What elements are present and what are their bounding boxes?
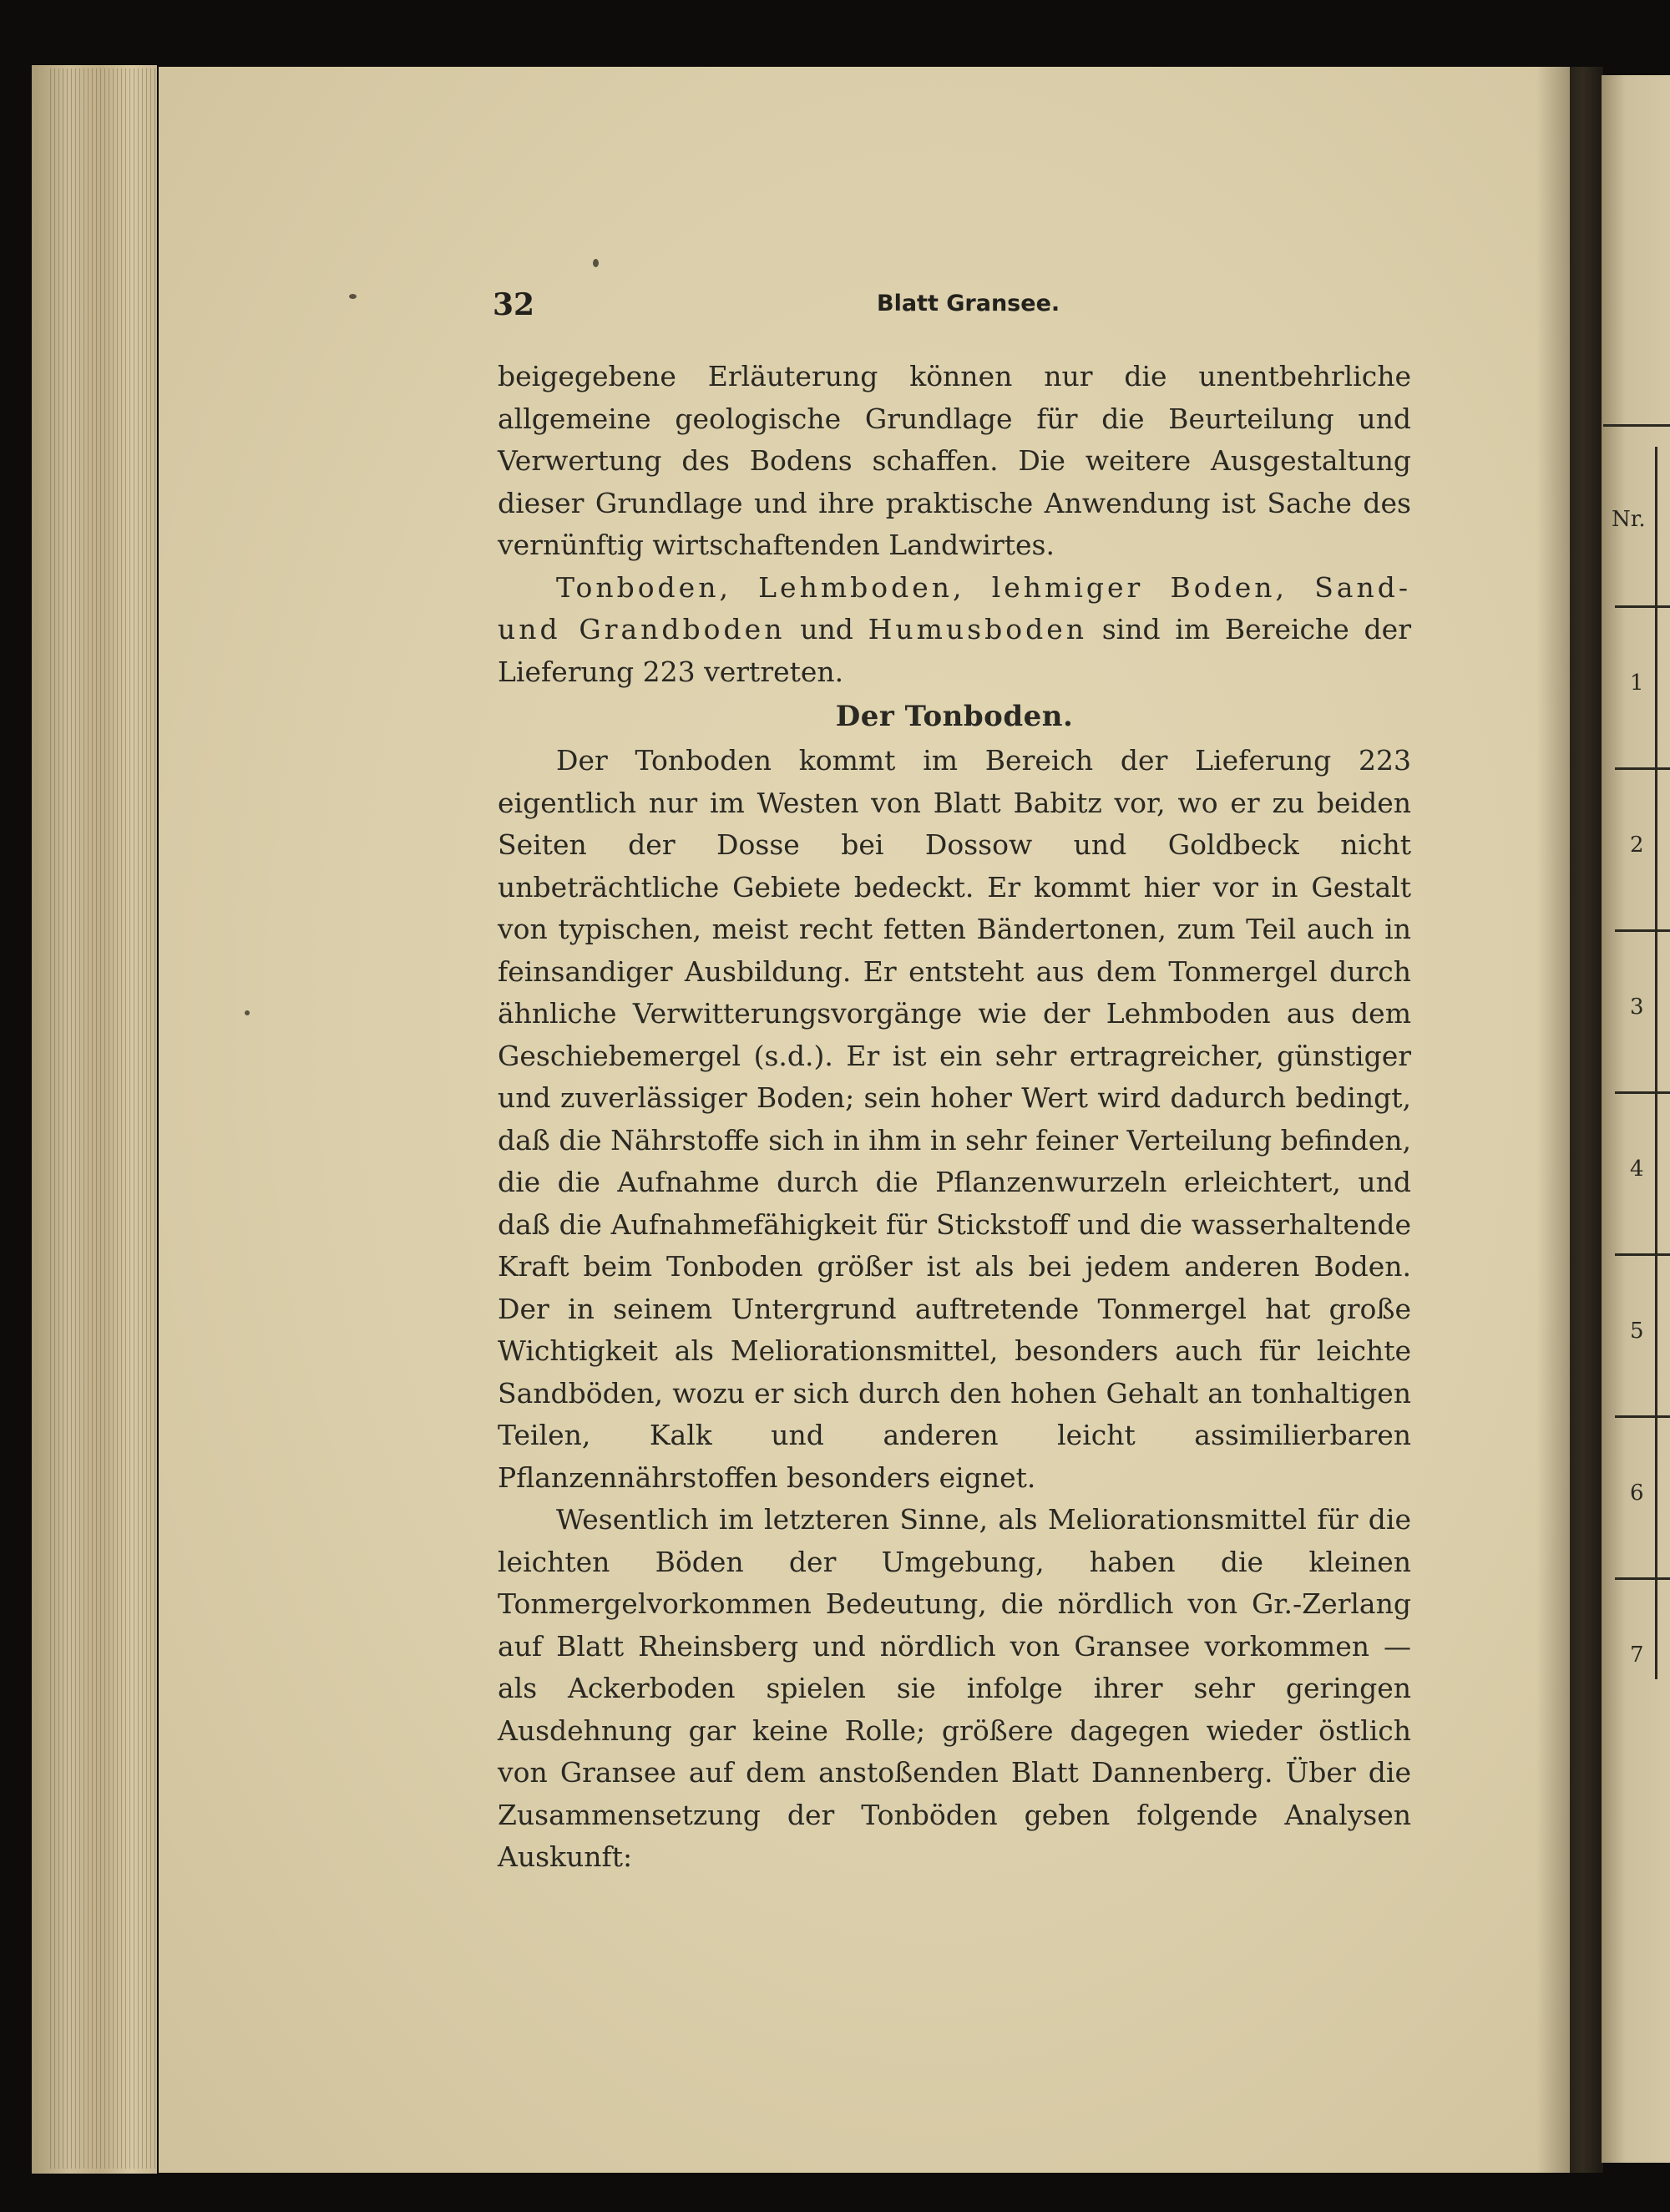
table-row-rule — [1615, 1577, 1670, 1580]
table-vertical-rule — [1655, 447, 1657, 1679]
table-row-rule — [1615, 1091, 1670, 1094]
table-row-number: 2 — [1630, 833, 1644, 858]
table-row-number: 7 — [1630, 1643, 1644, 1668]
table-row-rule — [1615, 1415, 1670, 1418]
paragraph: beigegebene Erläuterung können nur die unentbehrliche allgemeine geologische Grundlage für die Beurteilung und Verwertung des Bodens schaffen. Die weitere Ausgestaltung dieser Grundlage und ihre praktische Anwendung ist Sache des vernünftig wirtschaftenden Landwirtes. — [498, 360, 1411, 561]
paragraph: Der Tonboden kommt im Bereich der Lieferung 223 eigentlich nur im Westen von Blatt Babitz vor, wo er zu beiden Seiten der Dosse bei Dossow und Goldbeck nicht unbeträchtliche Gebiete bedeckt. Er kommt hier vor in Gestalt von typischen, meist recht fetten Bändertonen, zum Teil auch in feinsandiger Ausbildung. Er entsteht aus dem Tonmergel durch ähnliche Verwitterungsvorgänge wie der Lehmboden aus dem Geschiebemergel (s.d.). Er ist ein sehr ertragreicher, günstiger und zuverlässiger Boden; sein hoher Wert wird dadurch bedingt, daß die Nährstoffe sich in ihm in sehr feiner Verteilung befinden, die die Aufnahme durch die Pflanzenwurzeln erleichtert, und daß die Aufnahmefähigkeit für Stickstoff und die wasserhaltende Kraft beim Tonboden größer ist als bei jedem anderen Boden. Der in seinem Untergrund auftretende Tonmergel hat große Wichtigkeit als Meliorationsmittel, besonders auch für leichte Sandböden, wozu er sich durch den hohen Gehalt an tonhaltigen Teilen, Kalk und anderen leicht assimilierbaren Pflanzennährstoffen besonders eignet. — [498, 744, 1411, 1494]
table-row-rule — [1615, 605, 1670, 608]
page-edge-lines — [50, 68, 167, 2169]
paragraph: Tonboden, Lehmboden, lehmiger Boden, Sand- und Grandboden und Humusboden sind im Bereiche der Lieferung 223 vertreten. — [498, 570, 1411, 688]
table-row-number: 4 — [1630, 1157, 1644, 1182]
body-text — [498, 356, 1411, 1879]
table-row-number: 1 — [1630, 671, 1644, 696]
section-heading: Der Tonboden. — [835, 700, 1074, 733]
paper-speck — [349, 294, 357, 299]
paragraph: Wesentlich im letzteren Sinne, als Meliorationsmittel für die leichten Böden der Umgebung, haben die kleinen Tonmergelvorkommen Bedeutung, die nördlich von Gr.-Zerlang auf Blatt Rheinsberg und nördlich von Gransee vorkommen — als Ackerboden spielen sie infolge ihrer sehr geringen Ausdehnung gar keine Rolle; größere dagegen wieder östlich von Gransee auf dem anstoßenden Blatt Dannenberg. Über die Zusammensetzung der Tonböden geben folgende Analysen Auskunft: — [498, 1503, 1411, 1873]
soil-types-spaced: Tonboden, Lehmboden, lehmiger Boden, Sand- und Grandboden — [498, 570, 1411, 645]
paper-speck — [245, 1010, 250, 1015]
margin-table-fragment — [1603, 424, 1670, 1679]
paper-speck — [593, 259, 599, 267]
table-row-rule — [1615, 1253, 1670, 1256]
humus-spaced: Humusboden — [868, 613, 1087, 645]
table-row-rule — [1615, 929, 1670, 932]
table-row-number: 5 — [1630, 1319, 1644, 1344]
book-gutter — [1536, 67, 1603, 2173]
table-row-rule — [1615, 767, 1670, 770]
table-header-nr: Nr. — [1612, 507, 1646, 532]
page-number: 32 — [493, 287, 535, 322]
table-row-number: 6 — [1630, 1481, 1644, 1506]
running-title: Blatt Gransee. — [877, 291, 1060, 316]
running-header — [493, 287, 1411, 324]
table-row-number: 3 — [1630, 995, 1644, 1020]
